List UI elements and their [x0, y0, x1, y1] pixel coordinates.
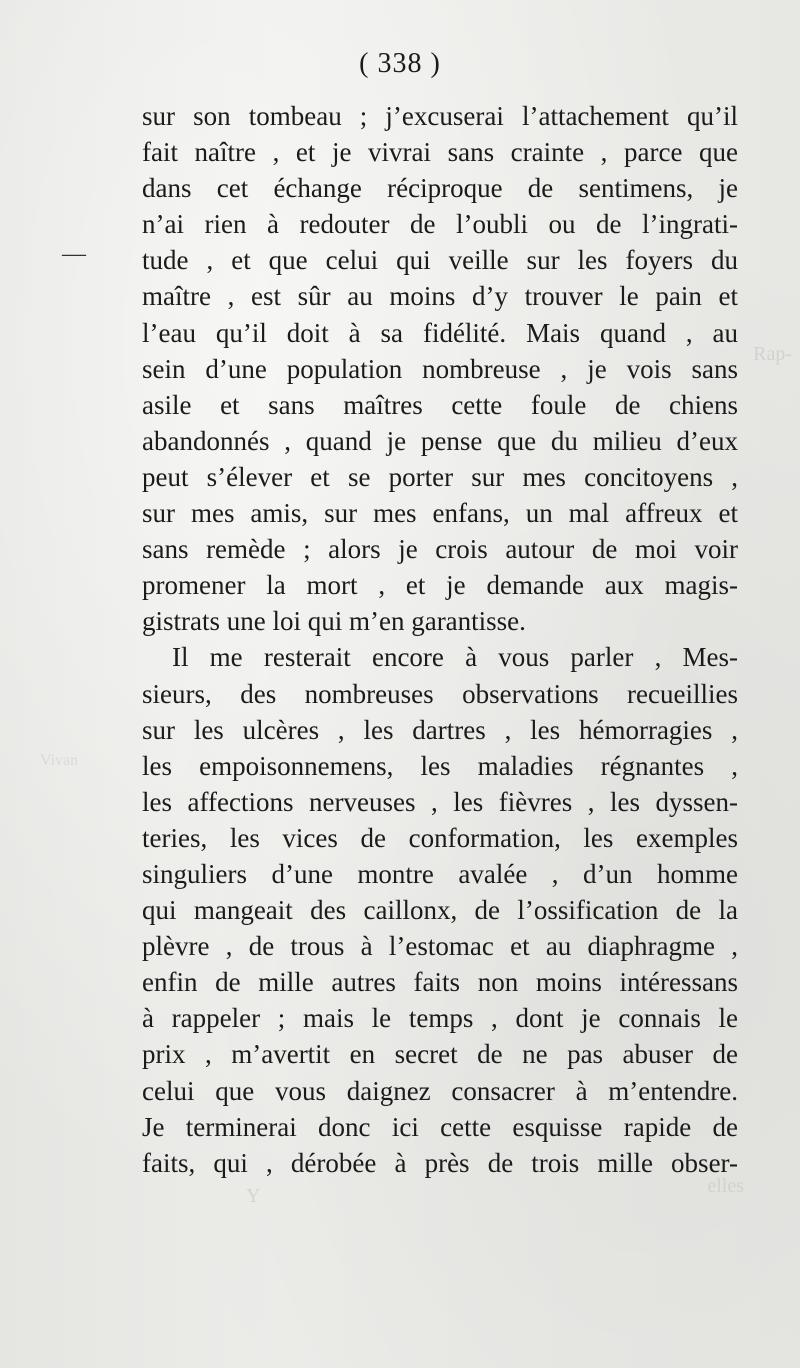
text-line: celui que vous daignez consacrer à m’entendre. — [142, 1075, 738, 1106]
text-line: peut s’élever et se porter sur mes concitoyens , — [142, 461, 738, 492]
text-line: sur son tombeau ; j’excuserai l’attachement qu’il — [142, 101, 738, 131]
bleed-through-text: Rap- — [753, 343, 792, 365]
text-line: n’ai rien à redouter de l’oubli ou de l’ingrati- — [142, 209, 738, 240]
margin-mark: — — [62, 241, 86, 267]
bleed-through-text: Vivan — [40, 752, 79, 769]
text-line: les affections nerveuses , les fièvres , les dyssen- — [142, 786, 738, 817]
text-line: faits, qui , dérobée à près de trois mille obser- — [142, 1147, 738, 1178]
text-line: fait naître , et je vivrai sans crainte , parce que — [142, 137, 738, 168]
text-line: sans remède ; alors je crois autour de moi voir — [142, 534, 738, 565]
body-text — [142, 98, 738, 1181]
text-line: teries, les vices de conformation, les exemples — [142, 822, 738, 853]
text-line: qui mangeait des caillonx, de l’ossification de la — [142, 895, 738, 926]
text-line: prix , m’avertit en secret de ne pas abuser de — [142, 1039, 738, 1070]
text-line: dans cet échange réciproque de sentimens, je — [142, 173, 738, 204]
text-line: asile et sans maîtres cette foule de chiens — [142, 389, 738, 420]
text-line: sein d’une population nombreuse , je vois sans — [142, 353, 738, 384]
text-line: Je terminerai donc ici cette esquisse rapide de — [142, 1111, 738, 1142]
text-line: tude , et que celui qui veille sur les foyers du — [142, 245, 738, 276]
text-line: sur les ulcères , les dartres , les hémorragies , — [142, 714, 738, 745]
text-line: les empoisonnemens, les maladies régnantes , — [142, 750, 738, 781]
text-line: Il me resterait encore à vous parler , Mes- — [172, 642, 738, 673]
text-line: l’eau qu’il doit à sa fidélité. Mais quand , au — [142, 317, 738, 348]
text-line: maître , est sûr au moins d’y trouver le pain et — [142, 281, 738, 312]
bleed-through-text: Y — [246, 1185, 261, 1207]
text-line: sieurs, des nombreuses observations recueillies — [142, 678, 738, 709]
bleed-through-text: elles — [707, 1175, 744, 1197]
text-line: enfin de mille autres faits non moins intéressans — [142, 967, 738, 998]
text-line: promener la mort , et je demande aux magis- — [142, 570, 738, 601]
text-line: à rappeler ; mais le temps , dont je connais le — [142, 1003, 738, 1034]
page-number: ( 338 ) — [359, 48, 441, 79]
text-line: singuliers d’une montre avalée , d’un homme — [142, 858, 738, 889]
text-line: abandonnés , quand je pense que du milieu d’eux — [142, 425, 738, 456]
text-line: sur mes amis, sur mes enfans, un mal affreux et — [142, 498, 738, 529]
text-line: gistrats une loi qui m’en garantisse. — [142, 606, 526, 637]
text-line: plèvre , de trous à l’estomac et au diaphragme , — [142, 931, 738, 962]
